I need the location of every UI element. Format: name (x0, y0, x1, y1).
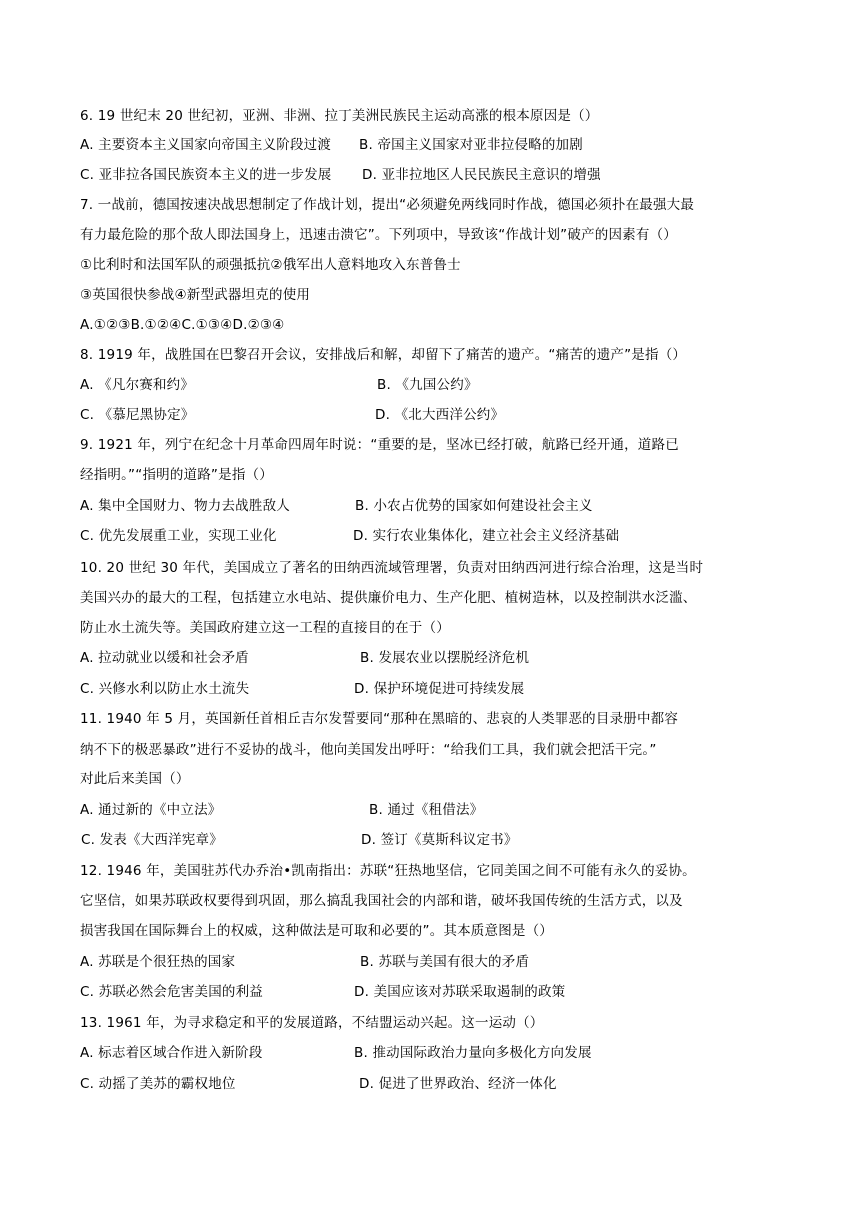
question-7-stem-line-3: ①比利时和法国军队的顽强抵抗②俄军出人意料地攻入东普鲁士 (80, 257, 461, 273)
question-6-stem: 6. 19 世纪末 20 世纪初，亚洲、非洲、拉丁美洲民族民主运动高涨的根本原因是（） (80, 108, 599, 124)
question-10-stem-line-3: 防止水土流失等。美国政府建立这一工程的直接目的在于（） (80, 620, 450, 636)
question-8-stem: 8. 1919 年，战胜国在巴黎召开会议，安排战后和解，却留下了痛苦的遗产。“痛苦的遗产”是指（） (80, 347, 687, 363)
question-10-option-b: B. 发展农业以摆脱经济危机 (360, 650, 530, 666)
question-7-stem-line-2: 有力最危险的那个敌人即法国身上，迅速击溃它”。下列项中，导致该“作战计划”破产的因素有（） (80, 227, 677, 243)
question-9-stem-line-2: 经指明。”“指明的道路”是指（） (80, 467, 273, 483)
question-9-option-d: D. 实行农业集体化，建立社会主义经济基础 (353, 528, 620, 544)
question-12-option-c: C. 苏联必然会危害美国的利益 (80, 984, 264, 1000)
question-7-stem-line-4: ③英国很快参战④新型武器坦克的使用 (80, 287, 311, 303)
question-13-option-b: B. 推动国际政治力量向多极化方向发展 (354, 1045, 592, 1061)
question-11-stem-line-1: 11. 1940 年 5 月，英国新任首相丘吉尔发誓要同“那种在黑暗的、悲哀的人类罪恶的目录册中都容 (80, 711, 679, 727)
question-9-option-b: B. 小农占优势的国家如何建设社会主义 (355, 498, 593, 514)
question-10-stem-line-1: 10. 20 世纪 30 年代，美国成立了著名的田纳西流域管理署，负责对田纳西河进行综合治理，这是当时 (80, 560, 704, 576)
question-8-option-b: B. 《九国公约》 (377, 377, 478, 393)
question-11-stem-line-3: 对此后来美国（） (80, 771, 190, 787)
question-12-option-d: D. 美国应该对苏联采取遏制的政策 (354, 984, 566, 1000)
question-9-option-c: C. 优先发展重工业，实现工业化 (80, 528, 277, 544)
question-11-option-b: B. 通过《租借法》 (369, 802, 484, 818)
question-6-option-a: A. 主要资本主义国家向帝国主义阶段过渡 (80, 137, 332, 153)
question-8-option-a: A. 《凡尔赛和约》 (80, 377, 195, 393)
question-11-option-c: C. 发表《大西洋宪章》 (81, 832, 223, 848)
question-11-option-d: D. 签订《莫斯科议定书》 (361, 832, 518, 848)
question-11-stem-line-2: 纳不下的极恶暴政”进行不妥协的战斗，他向美国发出呼吁：“给我们工具，我们就会把活干完。” (80, 742, 657, 758)
question-12-option-a: A. 苏联是个很狂热的国家 (80, 954, 236, 970)
question-10-option-c: C. 兴修水利以防止水土流失 (80, 681, 250, 697)
question-13-option-c: C. 动摇了美苏的霸权地位 (80, 1076, 236, 1092)
question-6-option-d: D. 亚非拉地区人民民族民主意识的增强 (362, 167, 601, 183)
question-13-option-a: A. 标志着区域合作进入新阶段 (80, 1045, 263, 1061)
question-6-option-b: B. 帝国主义国家对亚非拉侵略的加剧 (359, 137, 583, 153)
question-6-option-c: C. 亚非拉各国民族资本主义的进一步发展 (80, 167, 332, 183)
question-12-stem-line-1: 12. 1946 年，美国驻苏代办乔治•凯南指出：苏联“狂热地坚信，它同美国之间不可能有永久的妥协。 (80, 863, 696, 879)
question-13-stem: 13. 1961 年，为寻求稳定和平的发展道路，不结盟运动兴起。这一运动（） (80, 1015, 544, 1031)
question-9-stem-line-1: 9. 1921 年，列宁在纪念十月革命四周年时说：“重要的是，坚冰已经打破，航路已经开通，道路已 (80, 437, 679, 453)
question-7-options: A.①②③B.①②④C.①③④D.②③④ (80, 317, 285, 333)
question-7-stem-line-1: 7. 一战前，德国按速决战思想制定了作战计划，提出“必须避免两线同时作战，德国必须扑在最强大最 (80, 197, 695, 213)
question-12-stem-line-3: 损害我国在国际舞台上的权威，这种做法是可取和必要的”。其本质意图是（） (80, 923, 553, 939)
question-13-option-d: D. 促进了世界政治、经济一体化 (359, 1076, 557, 1092)
question-12-stem-line-2: 它坚信，如果苏联政权要得到巩固，那么搞乱我国社会的内部和谐，破坏我国传统的生活方式，以及 (80, 893, 683, 909)
question-11-option-a: A. 通过新的《中立法》 (80, 802, 222, 818)
question-10-option-d: D. 保护环境促进可持续发展 (354, 681, 525, 697)
question-10-option-a: A. 拉动就业以缓和社会矛盾 (80, 650, 249, 666)
question-10-stem-line-2: 美国兴办的最大的工程，包括建立水电站、提供廉价电力、生产化肥、植树造林，以及控制洪水泛滥、 (80, 590, 697, 606)
question-8-option-d: D. 《北大西洋公约》 (375, 407, 505, 423)
question-12-option-b: B. 苏联与美国有很大的矛盾 (360, 954, 530, 970)
question-8-option-c: C. 《慕尼黑协定》 (80, 407, 195, 423)
question-9-option-a: A. 集中全国财力、物力去战胜敌人 (80, 498, 290, 514)
